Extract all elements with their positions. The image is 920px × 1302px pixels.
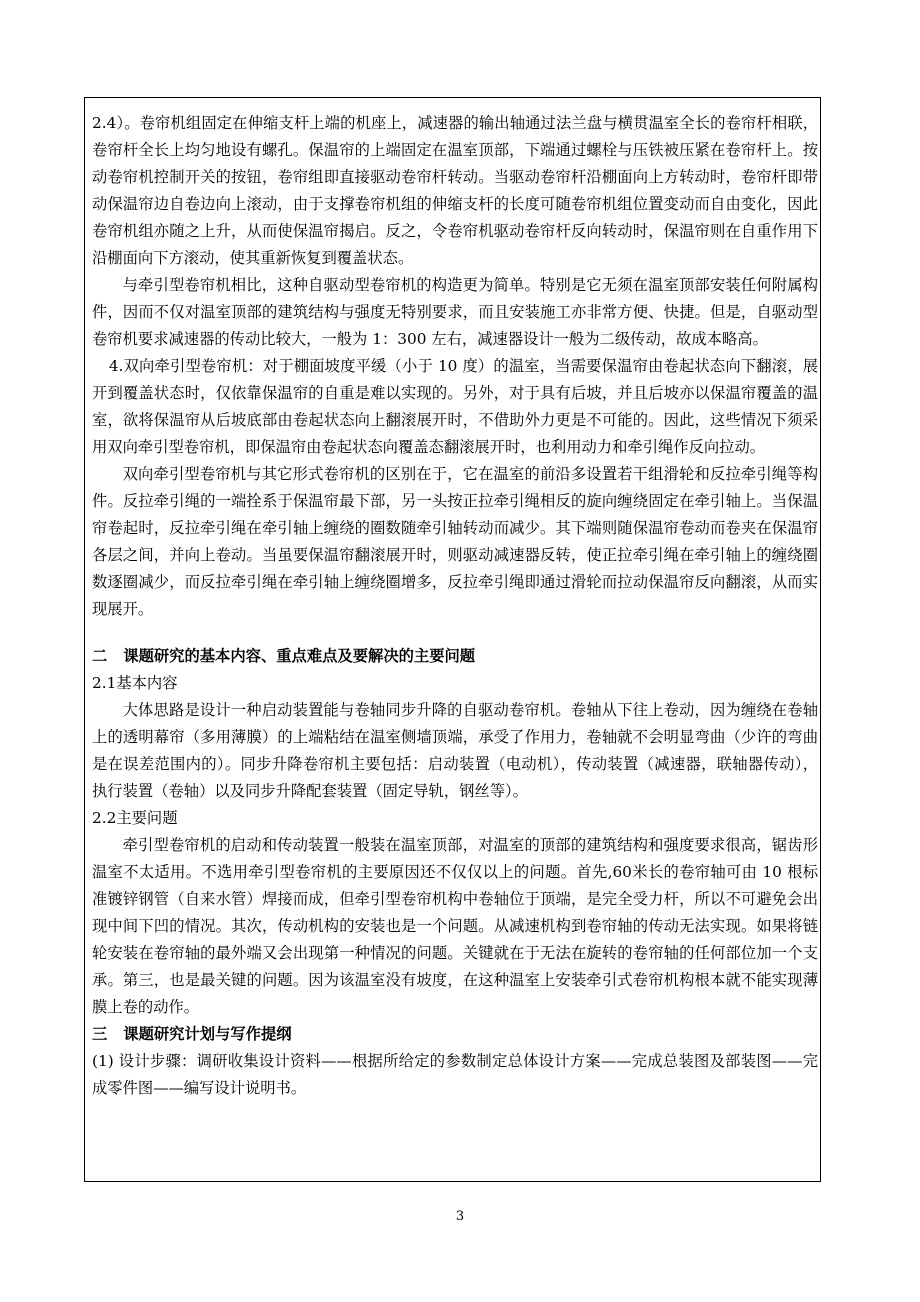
paragraph-bidirectional-intro: 4.双向牵引型卷帘机：对于棚面坡度平缓（小于 10 度）的温室，当需要保温帘由卷起状态向下翻滚，展开到覆盖状态时，仅依靠保温帘的自重是难以实现的。另外，对于具有后坡，并且后坡亦以保温帘覆盖的温室，欲将保温帘从后坡底部由卷起状态向上翻滚展开时，不借助外力更是不可能的。因此，这些情况下须采用双向牵引型卷帘机，即保温帘由卷起状态向覆盖态翻滚展开时，也利用动力和牵引绳作反向拉动。 bbox=[92, 357, 818, 456]
subsection-title-2-1: 2.1基本内容 bbox=[92, 674, 178, 692]
paragraph-main-problems: 牵引型卷帘机的启动和传动装置一般装在温室顶部，对温室的顶部的建筑结构和强度要求很高，锯齿形温室不太适用。不选用牵引型卷帘机的主要原因还不仅仅以上的问题。首先,60米长的卷帘轴可由 10 根标准镀锌钢管（自来水管）焊接而成，但牵引型卷帘机构中卷轴位于顶端，是完全受力杆，所以不可避免会出现中间下凹的情况。其次，传动机构的安装也是一个问题。从减速机构到卷帘轴的传动无法实现。如果将链轮安装在卷帘轴的最外端又会出现第一种情况的问题。关键就在于无法在旋转的卷帘轴的任何部位加一个支承。第三，也是最关键的问题。因为该温室没有坡度，在这种温室上安装牵引式卷帘机构根本就不能实现薄膜上卷的动作。 bbox=[92, 836, 818, 1016]
page-number: 3 bbox=[455, 1209, 465, 1224]
subsection-title-2-2: 2.2主要问题 bbox=[92, 809, 178, 827]
paragraph-basic-content: 大体思路是设计一种启动装置能与卷轴同步升降的自驱动卷帘机。卷轴从下往上卷动，因为缠绕在卷轴上的透明幕帘（多用薄膜）的上端粘结在温室侧墙顶端，承受了作用力，卷轴就不会明显弯曲（少许的弯曲是在误差范围内的）。同步升降卷帘机主要包括：启动装置（电动机），传动装置（减速器，联轴器传动），执行装置（卷轴）以及同步升降配套装置（固定导轨，钢丝等）。 bbox=[92, 701, 818, 800]
spacer bbox=[92, 623, 818, 637]
paragraph-design-steps: (1) 设计步骤：调研收集设计资料——根据所给定的参数制定总体设计方案——完成总装图及部装图——完成零件图——编写设计说明书。 bbox=[92, 1052, 818, 1097]
section-heading-3: 三 课题研究计划与写作提纲 bbox=[92, 1025, 292, 1043]
section-heading-2: 二 课题研究的基本内容、重点难点及要解决的主要问题 bbox=[92, 647, 476, 665]
paragraph-bidirectional-detail: 双向牵引型卷帘机与其它形式卷帘机的区别在于，它在温室的前沿多设置若干组滑轮和反拉牵引绳等构件。反拉牵引绳的一端拴系于保温帘最下部，另一头按正拉牵引绳相反的旋向缠绕固定在牵引轴上。当保温帘卷起时，反拉牵引绳在牵引轴上缠绕的圈数随牵引轴转动而减少。其下端则随保温帘卷动而卷夹在保温帘各层之间，并向上卷动。当虽要保温帘翻滚展开时，则驱动减速器反转，使正拉牵引绳在牵引轴上的缠绕圈数逐圈减少，而反拉牵引绳在牵引轴上缠绕圈增多，反拉牵引绳即通过滑轮而拉动保温帘反向翻滚，从而实现展开。 bbox=[92, 465, 818, 618]
document-body bbox=[92, 110, 818, 1102]
paragraph-self-driven-mechanism: 2.4）。卷帘机组固定在伸缩支杆上端的机座上，减速器的输出轴通过法兰盘与横贯温室全长的卷帘杆相联，卷帘杆全长上均匀地设有螺孔。保温帘的上端固定在温室顶部，下端通过螺栓与压铁被压紧在卷帘杆上。按动卷帘机控制开关的按钮，卷帘组即直接驱动卷帘杆转动。当驱动卷帘杆沿棚面向上方转动时，卷帘杆即带动保温帘边自卷边向上滚动，由于支撑卷帘机组的伸缩支杆的长度可随卷帘机组位置变动而自由变化，因此卷帘机组亦随之上升，从而使保温帘揭启。反之，令卷帘机驱动卷帘杆反向转动时，保温帘则在自重作用下沿棚面向下方滚动，使其重新恢复到覆盖状态。 bbox=[92, 114, 818, 267]
paragraph-comparison: 与牵引型卷帘机相比，这种自驱动型卷帘机的构造更为简单。特别是它无须在温室顶部安装任何附属构件，因而不仅对温室顶部的建筑结构与强度无特别要求，而且安装施工亦非常方便、快捷。但是，自驱动型卷帘机要求减速器的传动比较大，一般为 1：300 左右，减速器设计一般为二级传动，故成本略高。 bbox=[92, 276, 818, 348]
